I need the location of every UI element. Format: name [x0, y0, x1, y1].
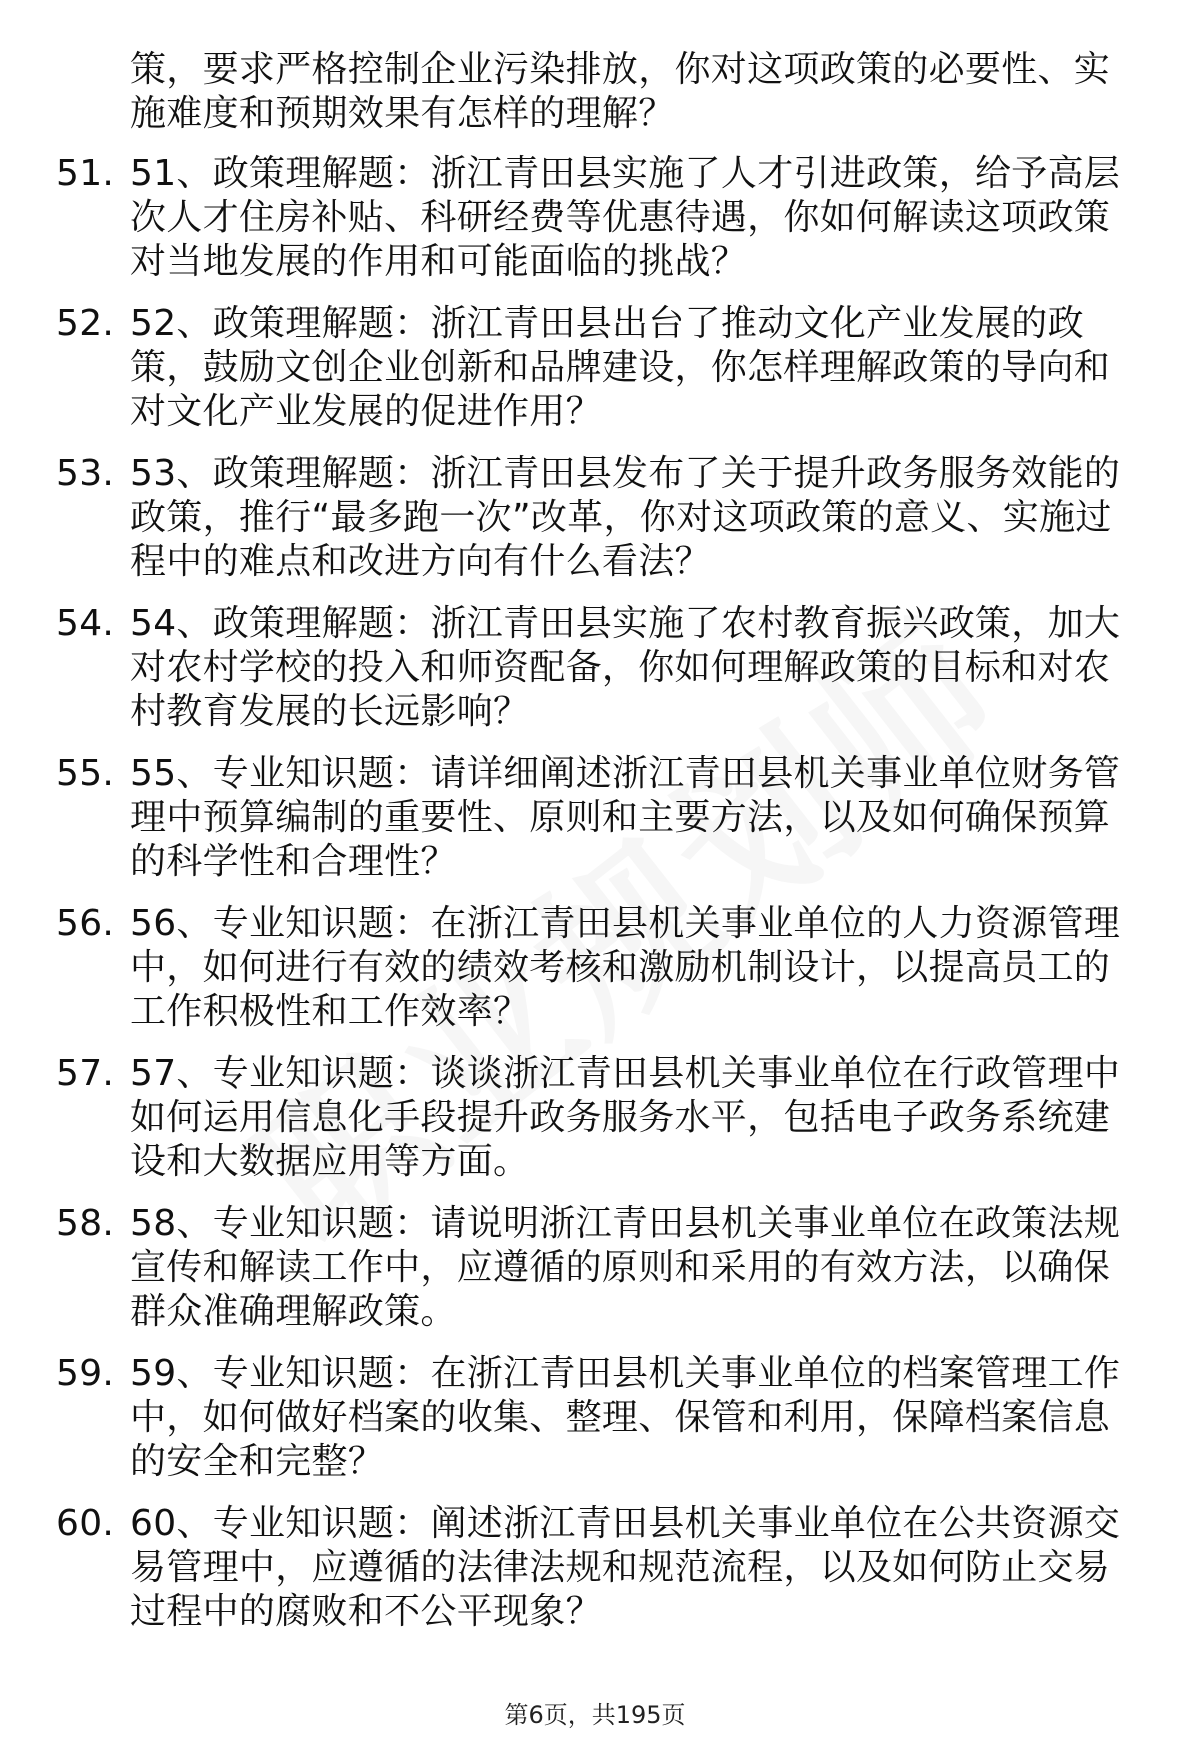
question-number: 55. — [56, 753, 115, 794]
question-number: 58. — [56, 1203, 115, 1244]
list-item — [56, 152, 1140, 284]
question-list — [56, 152, 1140, 1652]
question-number: 57. — [56, 1053, 115, 1094]
question-number: 60. — [56, 1503, 115, 1544]
list-item — [56, 302, 1140, 434]
list-item — [56, 1202, 1140, 1334]
question-text: 60、专业知识题：阐述浙江青田县机关事业单位在公共资源交易管理中，应遵循的法律法规和规范流程，以及如何防止交易过程中的腐败和不公平现象？ — [130, 1503, 1121, 1632]
question-text: 58、专业知识题：请说明浙江青田县机关事业单位在政策法规宣传和解读工作中，应遵循的原则和采用的有效方法，以确保群众准确理解政策。 — [130, 1203, 1121, 1332]
question-number: 52. — [56, 303, 115, 344]
list-item — [56, 1502, 1140, 1634]
list-item — [56, 452, 1140, 584]
question-text: 56、专业知识题：在浙江青田县机关事业单位的人力资源管理中，如何进行有效的绩效考核和激励机制设计，以提高员工的工作积极性和工作效率？ — [130, 903, 1121, 1032]
question-number: 54. — [56, 603, 115, 644]
question-text: 57、专业知识题：谈谈浙江青田县机关事业单位在行政管理中如何运用信息化手段提升政务服务水平，包括电子政务系统建设和大数据应用等方面。 — [130, 1053, 1121, 1182]
question-text: 55、专业知识题：请详细阐述浙江青田县机关事业单位财务管理中预算编制的重要性、原则和主要方法，以及如何确保预算的科学性和合理性？ — [130, 753, 1121, 882]
list-item — [56, 602, 1140, 734]
list-item — [56, 1052, 1140, 1184]
question-number: 51. — [56, 153, 115, 194]
question-number: 53. — [56, 453, 115, 494]
question-text: 52、政策理解题：浙江青田县出台了推动文化产业发展的政策，鼓励文创企业创新和品牌建设，你怎样理解政策的导向和对文化产业发展的促进作用？ — [130, 303, 1111, 432]
list-item — [56, 902, 1140, 1034]
question-number: 56. — [56, 903, 115, 944]
list-item — [56, 1352, 1140, 1484]
question-text: 53、政策理解题：浙江青田县发布了关于提升政务服务效能的政策，推行“最多跑一次”改革，你对这项政策的意义、实施过程中的难点和改进方向有什么看法？ — [130, 453, 1121, 582]
page-footer: 第6页，共195页 — [504, 1701, 686, 1729]
list-item — [56, 752, 1140, 884]
question-text: 59、专业知识题：在浙江青田县机关事业单位的档案管理工作中，如何做好档案的收集、整理、保管和利用，保障档案信息的安全和完整？ — [130, 1353, 1121, 1482]
question-number: 59. — [56, 1353, 115, 1394]
question-text: 54、政策理解题：浙江青田县实施了农村教育振兴政策，加大对农村学校的投入和师资配备，你如何理解政策的目标和对农村教育发展的长远影响？ — [130, 603, 1121, 732]
question-text: 51、政策理解题：浙江青田县实施了人才引进政策，给予高层次人才住房补贴、科研经费等优惠待遇，你如何解读这项政策对当地发展的作用和可能面临的挑战？ — [130, 153, 1121, 282]
continuation-paragraph: 策，要求严格控制企业污染排放，你对这项政策的必要性、实施难度和预期效果有怎样的理解？ — [130, 49, 1111, 134]
